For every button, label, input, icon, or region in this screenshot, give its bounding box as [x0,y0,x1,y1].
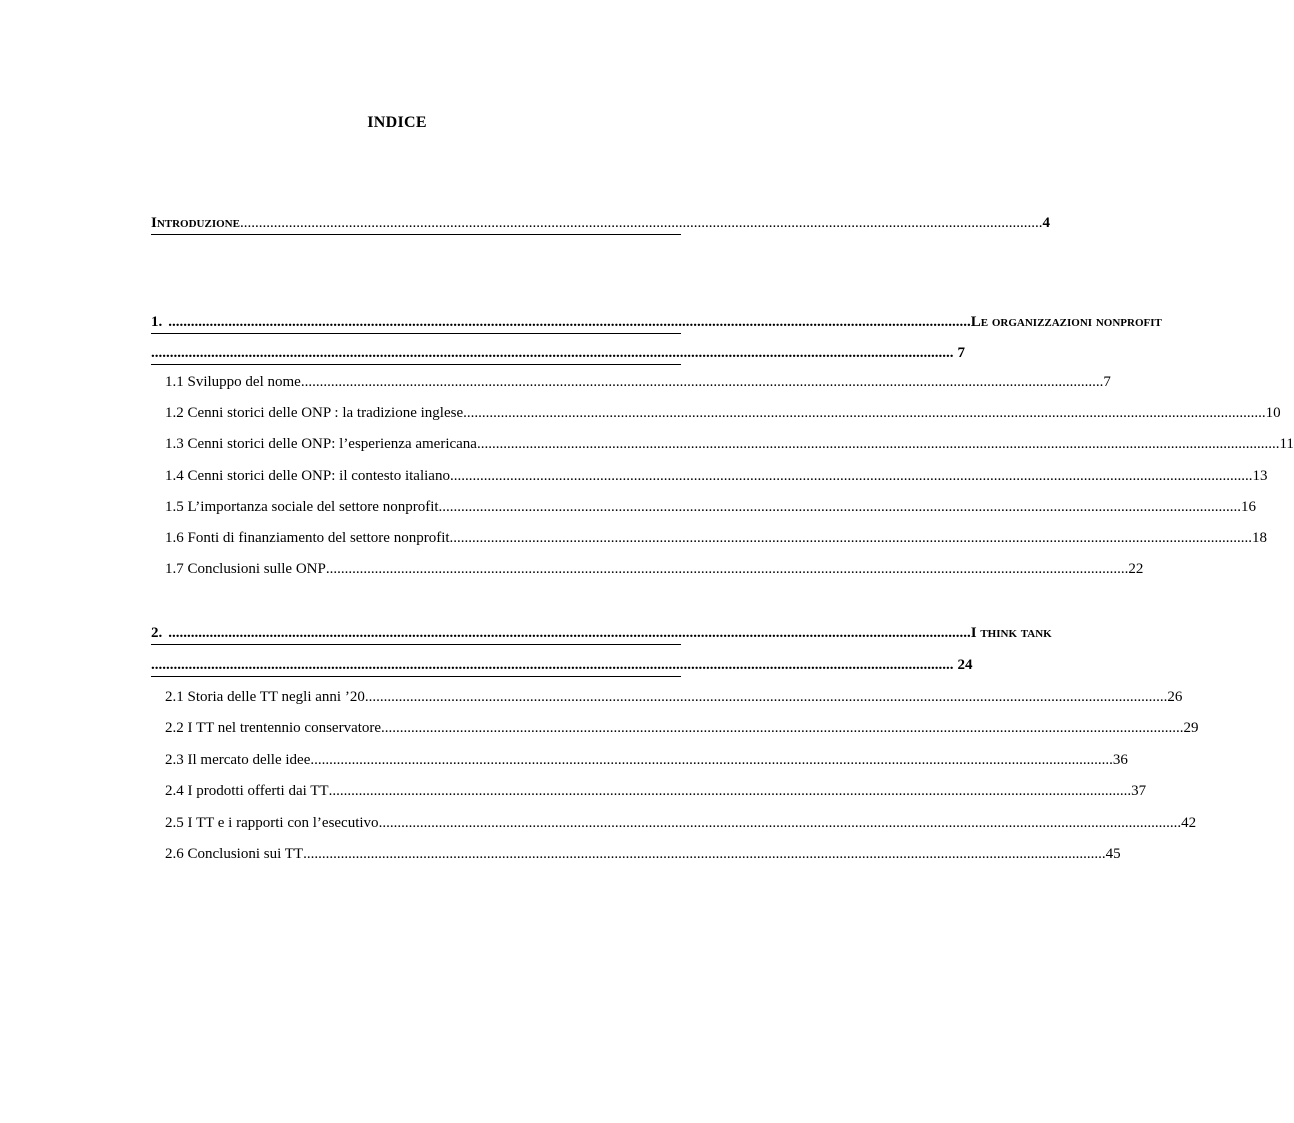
toc-entry-page: 7 [1103,374,1111,390]
dot-leader: ...................................................................................................................................................................................................................... [449,530,1253,546]
toc-entry-label: 1.3 Cenni storici delle ONP: l’esperienza americana [165,436,477,453]
chapter-page: 7 [957,345,965,361]
toc-section-entry[interactable] [165,527,1268,549]
dot-leader: ...................................................................................................................................................................................................................... [364,689,1168,705]
chapter-title: Le organizzazioni nonprofit [970,314,1162,330]
toc-entry-page: 10 [1265,405,1281,422]
toc-chapter-1[interactable] [151,311,1162,334]
dot-leader: ...................................................................................................................................................................................................................... [325,561,1129,578]
toc-entry-page: 42 [1181,814,1197,831]
toc-entry-label: 2.4 I prodotti offerti dai TT [165,783,329,800]
toc-entry-label: 1.2 Cenni storici delle ONP : la tradizione inglese [165,405,464,422]
toc-entry-page: 29 [1183,720,1199,737]
toc-section-entry[interactable] [165,371,1111,393]
toc-section-entry[interactable] [165,465,1268,487]
toc-section-entry[interactable] [165,780,1147,802]
toc-section-entry[interactable] [165,843,1121,865]
toc-entry-page: 37 [1131,783,1147,800]
toc-section-entry[interactable] [165,749,1128,771]
dot-leader: ...................................................................................................................................................................................................................... [381,720,1184,737]
dot-leader: ...................................................................................................................................................................................................................... [151,345,954,361]
toc-entry-label: 2.5 I TT e i rapporti con l’esecutivo [165,814,379,831]
toc-entry-label: 2.6 Conclusioni sui TT [165,846,304,862]
dot-leader: ...................................................................................................................................................................................................................... [463,405,1266,422]
toc-entry-label: 2.2 I TT nel trentennio conservatore [165,720,382,737]
toc-entry-introduzione[interactable] [151,212,1050,235]
dot-leader: ...................................................................................................................................................................................................................... [476,436,1280,453]
chapter-number: 2. [151,625,163,641]
dot-leader: ...................................................................................................................................................................................................................... [168,314,971,330]
toc-entry-label: 1.1 Sviluppo del nome [165,374,301,390]
toc-entry-label: 2.1 Storia delle TT negli anni ’20 [165,689,365,705]
chapter-page: 24 [957,657,973,673]
toc-entry-page: 22 [1128,561,1144,578]
toc-entry-page: 26 [1167,689,1183,705]
dot-leader: ...................................................................................................................................................................................................................... [449,467,1253,484]
page-title: INDICE [367,114,427,131]
dot-leader: ...................................................................................................................................................................................................................... [151,657,954,673]
toc-entry-label: 1.7 Conclusioni sulle ONP [165,561,326,578]
dot-leader: ...................................................................................................................................................................................................................... [328,783,1132,800]
toc-entry-label: Introduzione [151,215,240,231]
dot-leader: ...................................................................................................................................................................................................................... [168,625,971,641]
dot-leader: ...................................................................................................................................................................................................................... [300,374,1104,390]
chapter-title: I think tank [970,625,1052,641]
toc-entry-page: 18 [1252,530,1268,546]
toc-entry-page: 36 [1112,751,1128,768]
toc-section-entry[interactable] [165,686,1183,708]
dot-leader: ...................................................................................................................................................................................................................... [378,814,1182,831]
toc-entry-label: 1.4 Cenni storici delle ONP: il contesto italiano [165,467,450,484]
toc-entry-page: 13 [1252,467,1268,484]
toc-section-entry[interactable] [165,812,1197,834]
toc-entry-page: 11 [1279,436,1294,453]
toc-entry-page: 16 [1241,498,1257,515]
chapter-number: 1. [151,314,163,330]
dot-leader: ...................................................................................................................................................................................................................... [303,846,1106,862]
toc-section-entry[interactable] [165,558,1144,580]
toc-entry-page: 4 [1042,215,1050,231]
toc-entry-label: 1.5 L’importanza sociale del settore nonprofit [165,498,439,515]
toc-chapter-2[interactable] [151,622,1052,645]
dot-leader: ...................................................................................................................................................................................................................... [438,498,1242,515]
toc-section-entry[interactable] [165,402,1281,424]
dot-leader: ...................................................................................................................................................................................................................... [310,751,1113,768]
toc-entry-label: 2.3 Il mercato delle idee [165,751,311,768]
toc-section-entry[interactable] [165,717,1199,739]
dot-leader: ...................................................................................................................................................................................................................... [239,215,1043,231]
toc-entry-page: 45 [1105,846,1121,862]
toc-section-entry[interactable] [165,496,1257,518]
toc-section-entry[interactable] [165,433,1294,455]
toc-chapter-2-page-line[interactable] [151,654,973,677]
toc-entry-label: 1.6 Fonti di finanziamento del settore nonprofit [165,530,450,546]
toc-chapter-1-page-line[interactable] [151,342,965,365]
